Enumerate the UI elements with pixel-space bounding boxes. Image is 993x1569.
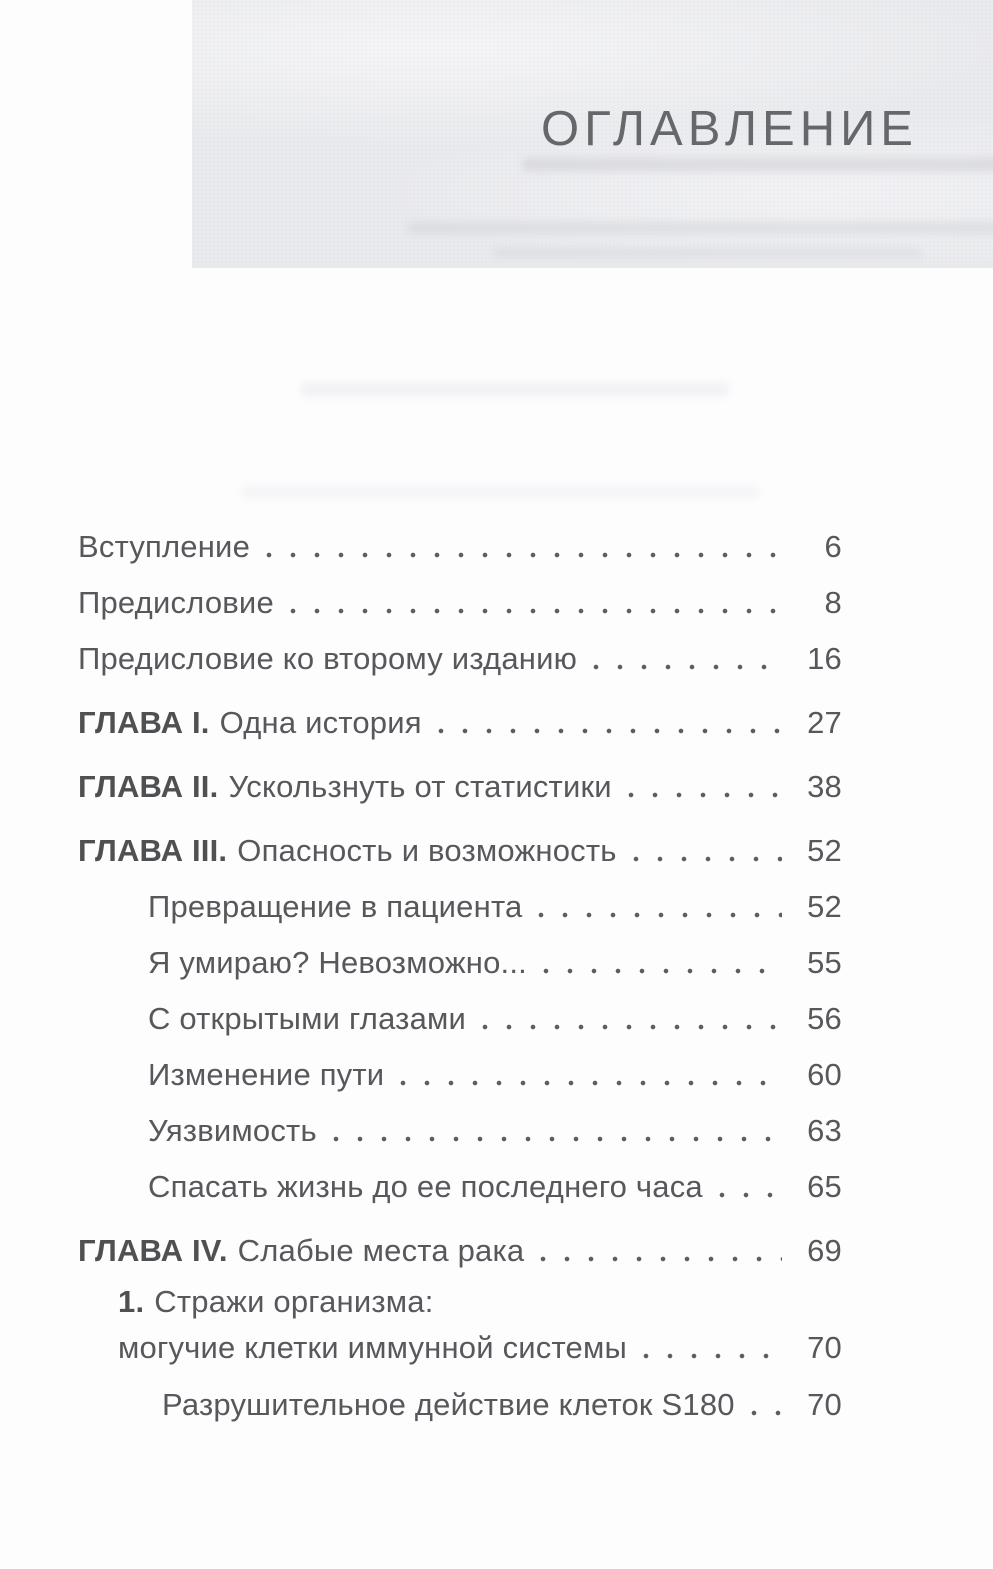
dot-leader (643, 1353, 782, 1359)
dot-leader (333, 1136, 782, 1142)
toc-entry-title: Ускользнуть от статистики (228, 769, 612, 804)
dot-leader (438, 728, 782, 734)
bleed-through-smudge (407, 222, 993, 234)
toc-entry (78, 575, 842, 631)
toc-entry-prefix: 1. (118, 1284, 145, 1319)
toc-entry-page: 8 (824, 585, 842, 620)
toc-entry-title: Одна история (219, 705, 422, 740)
toc-entry-prefix: ГЛАВА II. (78, 769, 219, 804)
toc-entry (78, 823, 842, 879)
bleed-through-smudge (240, 486, 760, 498)
toc-entry (78, 991, 842, 1047)
toc-entry (78, 935, 842, 991)
toc-entry-title: Предисловие ко второму изданию (78, 641, 578, 676)
toc-entry-page: 56 (807, 1001, 842, 1036)
toc-entry-title: Вступление (78, 529, 251, 564)
bleed-through-smudge (492, 248, 922, 258)
toc-entry-page: 69 (807, 1233, 842, 1268)
toc-entry (78, 1159, 842, 1215)
toc-entry (78, 1325, 842, 1371)
toc-entry-page: 60 (807, 1057, 842, 1092)
dot-leader (751, 1410, 782, 1416)
dot-leader (290, 608, 782, 614)
toc-entry-page: 55 (807, 945, 842, 980)
dot-leader (538, 912, 782, 918)
dot-leader (543, 968, 782, 974)
toc-entry (78, 1047, 842, 1103)
toc-entry-page: 16 (807, 641, 842, 676)
dot-leader (719, 1192, 782, 1198)
toc-entry (78, 631, 842, 687)
toc-entry-title: Стражи организма: (154, 1284, 434, 1319)
toc-entry-prefix: ГЛАВА IV. (78, 1233, 228, 1268)
toc-entry (78, 879, 842, 935)
dot-leader (540, 1256, 782, 1262)
toc-entry-title: Я умираю? Невозможно... (148, 945, 527, 980)
toc-entry-page: 52 (807, 833, 842, 868)
bleed-through-smudge (300, 382, 730, 397)
toc-entry (78, 1279, 842, 1325)
toc-entry-page: 27 (807, 705, 842, 740)
toc-entry-title: С открытыми глазами (148, 1001, 467, 1036)
toc-entry-page: 52 (807, 889, 842, 924)
toc-entry-title: Уязвимость (148, 1113, 317, 1148)
toc-entry-title: Изменение пути (148, 1057, 385, 1092)
dot-leader (593, 664, 782, 670)
toc-entry-page: 70 (807, 1330, 842, 1365)
page-title: ОГЛАВЛЕНИЕ (541, 102, 918, 156)
toc-entry (78, 1377, 842, 1433)
dot-leader (400, 1080, 782, 1086)
toc-entry (78, 759, 842, 815)
toc-entry (78, 695, 842, 751)
toc-entry-title: Разрушительное действие клеток S180 (162, 1387, 735, 1422)
bleed-through-smudge (522, 158, 993, 171)
toc-entry-title: Опасность и возможность (237, 833, 617, 868)
dot-leader (266, 552, 782, 558)
toc-entry-page: 65 (807, 1169, 842, 1204)
toc-entry-page: 70 (807, 1387, 842, 1422)
toc-entry-page: 6 (824, 529, 842, 564)
toc-list (78, 519, 842, 1433)
toc-entry-title: Предисловие (78, 585, 274, 620)
toc-entry-prefix: ГЛАВА I. (78, 705, 210, 740)
toc-entry (78, 1103, 842, 1159)
toc-entry (78, 519, 842, 575)
toc-entry-title: Спасать жизнь до ее последнего часа (148, 1169, 703, 1204)
toc-entry-title: Превращение в пациента (148, 889, 523, 924)
dot-leader (482, 1024, 782, 1030)
toc-entry-page: 63 (807, 1113, 842, 1148)
toc-entry (78, 1223, 842, 1279)
dot-leader (633, 856, 782, 862)
toc-entry-prefix: ГЛАВА III. (78, 833, 228, 868)
toc-entry-page: 38 (807, 769, 842, 804)
toc-entry-title: могучие клетки иммунной системы (118, 1330, 627, 1365)
toc-entry-title: Слабые места рака (237, 1233, 525, 1268)
dot-leader (628, 792, 782, 798)
